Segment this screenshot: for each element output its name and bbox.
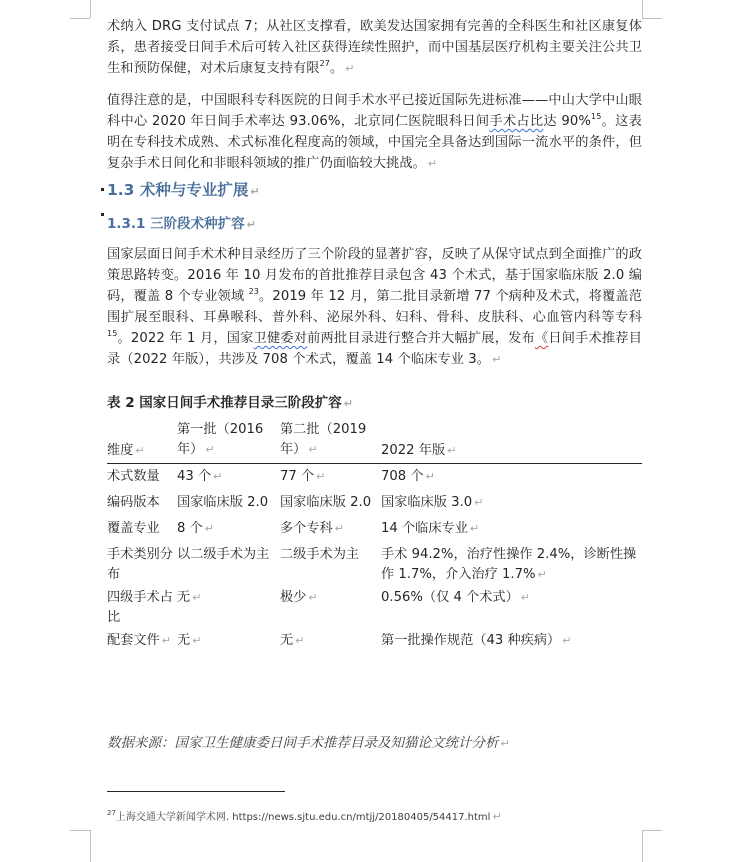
section-heading: 1.3 术种与专业扩展 ↵	[107, 181, 260, 199]
table-cell: 多个专科 ↵	[280, 521, 344, 536]
table-cell: 编码版本	[107, 495, 160, 510]
table-cell: 国家临床版 2.0	[280, 495, 372, 510]
table-cell: 术式数量	[107, 469, 160, 484]
table-header-row	[107, 420, 642, 464]
table-cell: 第一批操作规范（43 种疾病） ↵	[381, 633, 572, 648]
table-cell: 无 ↵	[280, 633, 305, 648]
footnote: $^{27}$上海交通大学新闻学术网. https://news.sjtu.edu.cn/mtjj/20180405/54417.html ↵	[107, 808, 502, 823]
table-cell: 77 个 ↵	[280, 469, 326, 484]
data-source-note: 数据来源：国家卫生健康委日间手术推荐目录及知猫论文统计分析 ↵	[107, 735, 510, 751]
table-cell: 国家临床版 2.0	[177, 495, 269, 510]
table-header-cell: 第二批（2019 年） ↵	[280, 422, 367, 457]
table-cell: 无 ↵	[177, 590, 202, 605]
subsection-heading: 1.3.1 三阶段术种扩容 ↵	[107, 216, 256, 232]
paragraph-expansion: 国家层面日间手术术种目录经历了三个阶段的显著扩容，反映了从保守试点到全面推广的政策思路转变。2016 年 10 月发布的首批推荐目录包含 43 个术式，基于国家临床版 2.0 编码，覆盖 8 个专业领域 $^{23}$。2019 年 12 月，第二批目录新增 77 个病种及术式，将覆盖范围扩展至眼科、耳鼻喉科、普外科、泌尿外科、妇科、骨科、皮肤科、心血管内科等专科 $^{15}$。2022 年 1 月，国家卫健委对前两批目录进行整合并大幅扩展，发布《日间手术推荐目录（2022 年版），共涉及 708 个术式，覆盖 14 个临床专业 3。 ↵	[107, 247, 642, 367]
table-cell: 0.56%（仅 4 个术式） ↵	[381, 590, 531, 605]
table-row	[107, 464, 642, 494]
crop-mark	[642, 830, 662, 831]
paragraph-drg: 术纳入 DRG 支付试点 7；从社区支撑看，欧美发达国家拥有完善的全科医生和社区康复体系，患者接受日间手术后可转入社区获得连续性照护，而中国基层医疗机构主要关注公共卫生和预防保健，对术后康复支持有限$^{27}$。 ↵	[107, 19, 642, 76]
crop-mark	[642, 0, 643, 18]
table-row	[107, 588, 642, 631]
table-cell: 手术 94.2%，治疗性操作 2.4%，诊断性操作 1.7%，介入治疗 1.7% ↵	[381, 547, 637, 582]
table-cell: 43 个 ↵	[177, 469, 223, 484]
table-cell: 以二级手术为主	[177, 547, 270, 562]
crop-mark	[70, 830, 90, 831]
table-cell: 二级手术为主	[280, 547, 360, 562]
table-header-cell: 第一批（2016 年） ↵	[177, 422, 264, 457]
table-cell: 8 个 ↵	[177, 521, 214, 536]
table-caption: 表 2 国家日间手术推荐目录三阶段扩容 ↵	[107, 395, 354, 411]
crop-mark	[70, 18, 90, 19]
heading-bullet	[101, 213, 104, 216]
footnote-separator	[107, 791, 285, 792]
table-row	[107, 545, 642, 588]
table-cell: 708 个 ↵	[381, 469, 435, 484]
table-cell: 配套文件 ↵	[107, 633, 171, 648]
table-cell: 无 ↵	[177, 633, 202, 648]
table-cell: 14 个临床专业 ↵	[381, 521, 480, 536]
table-row	[107, 519, 642, 545]
crop-mark	[642, 830, 643, 862]
table-cell: 四级手术占比	[107, 590, 173, 625]
catalog-table	[107, 420, 642, 651]
heading-bullet	[101, 188, 104, 191]
crop-mark	[90, 830, 91, 862]
table-row	[107, 631, 642, 651]
crop-mark	[642, 18, 662, 19]
crop-mark	[90, 0, 91, 18]
table-header-cell: 维度 ↵	[107, 443, 145, 458]
table-cell: 极少 ↵	[280, 590, 318, 605]
table-cell: 覆盖专业	[107, 521, 160, 536]
table-cell: 国家临床版 3.0 ↵	[381, 495, 484, 510]
table-row	[107, 493, 642, 519]
table-header-cell: 2022 年版 ↵	[381, 443, 457, 458]
table-cell: 手术类别分布	[107, 547, 173, 582]
paragraph-ophthalmology: 值得注意的是，中国眼科专科医院的日间手术水平已接近国际先进标准——中山大学中山眼科中心 2020 年日间手术率达 93.06%，北京同仁医院眼科日间手术占比达 90%$^{15}$。这表明在专科技术成熟、术式标准化程度高的领域，中国完全具备达到国际一流水平的条件，但复杂手术日间化和非眼科领域的推广仍面临较大挑战。 ↵	[107, 93, 642, 171]
